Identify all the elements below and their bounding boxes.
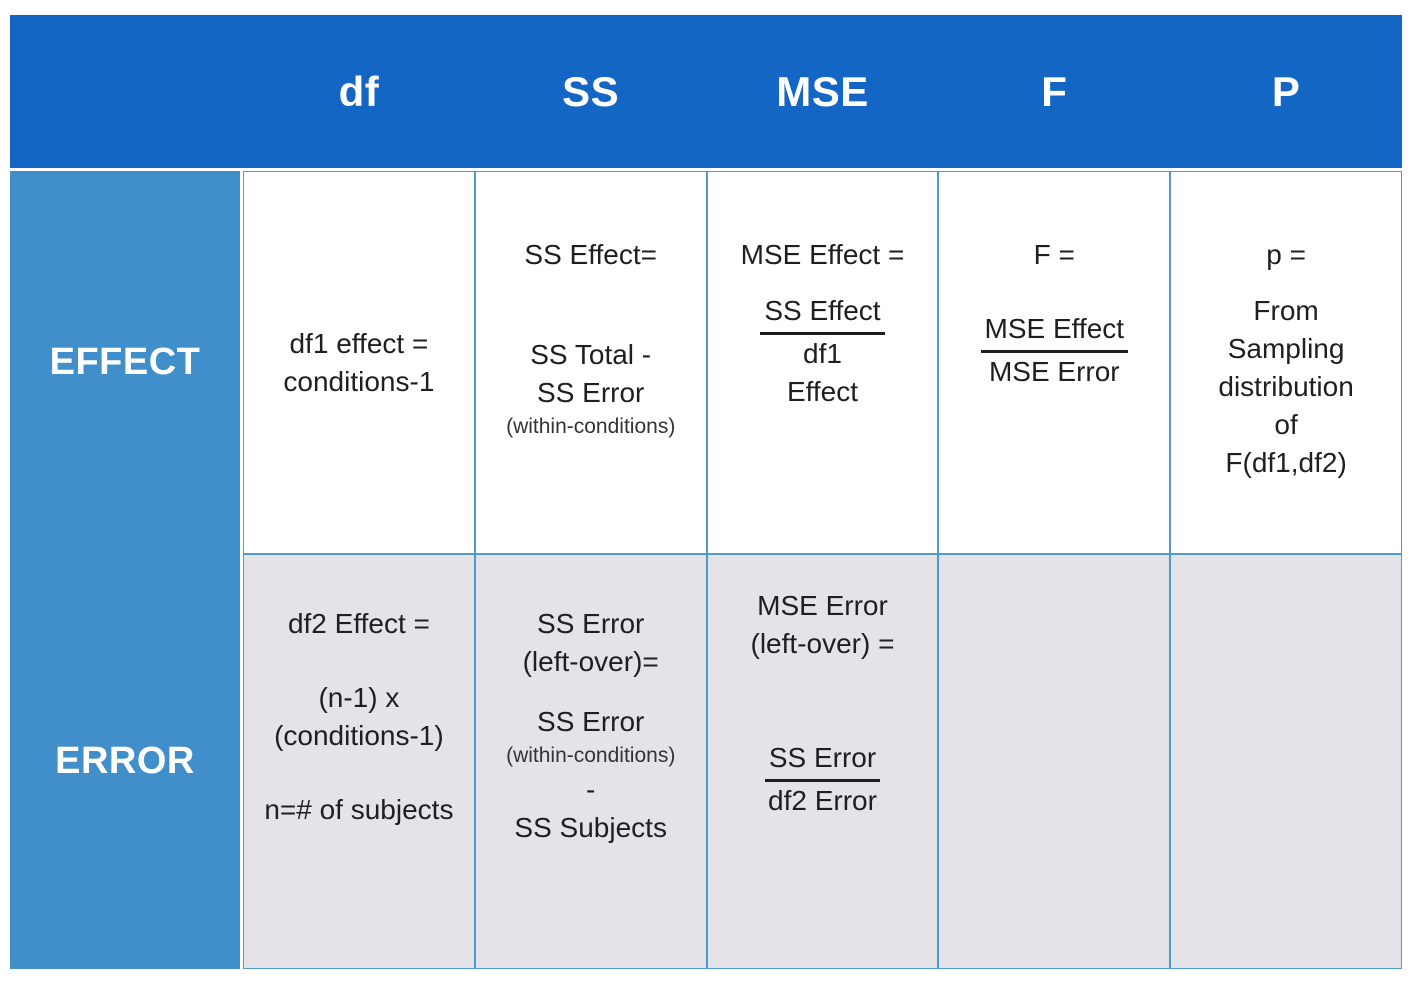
cell-error-f: [938, 554, 1170, 969]
formula-note: (within-conditions): [506, 415, 676, 438]
formula-block: [476, 703, 706, 847]
cell-effect-p: [1170, 171, 1402, 554]
formula-line: MSE Effect =: [740, 239, 905, 270]
fraction-numerator: MSE Effect: [939, 310, 1169, 353]
fraction-denominator: df1: [803, 338, 842, 369]
cell-error-ss: [475, 554, 707, 969]
fraction-denominator: Effect: [786, 376, 859, 407]
table-header: [10, 15, 1402, 168]
formula-line: F =: [1033, 239, 1075, 270]
row-label-column: [10, 171, 240, 969]
formula-line: conditions-1: [283, 365, 435, 397]
header-col-df: df: [338, 67, 380, 115]
cell-effect-ss: [475, 171, 707, 554]
formula-note: (within-conditions): [506, 744, 676, 767]
fraction: [708, 292, 938, 411]
header-col-mse: MSE: [776, 67, 869, 115]
formula-block: [244, 791, 474, 829]
fraction-numerator: SS Error: [708, 739, 938, 782]
formula-line: SS Error: [537, 377, 645, 408]
fraction-numerator: SS Effect: [708, 292, 938, 335]
formula-line: SS Effect=: [524, 239, 657, 270]
cell-error-df: [243, 554, 475, 969]
cell-effect-df: [243, 171, 475, 554]
cell-error-mse: [707, 554, 939, 969]
formula-line: From: [1253, 295, 1319, 326]
formula-line: of: [1274, 409, 1298, 440]
formula-line: SS Error: [537, 608, 645, 639]
formula-line: df1 effect =: [289, 327, 429, 359]
header-col-f: F: [1041, 67, 1068, 115]
formula-block: [1171, 292, 1401, 482]
formula-block: [244, 679, 474, 755]
formula-line: (conditions-1): [274, 720, 444, 751]
formula-line: Sampling: [1227, 333, 1345, 364]
formula-line: n=# of subjects: [264, 794, 454, 825]
fraction: [939, 310, 1169, 391]
cell-effect-mse: [707, 171, 939, 554]
cell-error-p: [1170, 554, 1402, 969]
formula-line: SS Subjects: [514, 812, 667, 843]
formula-line: (left-over) =: [750, 628, 895, 659]
formula-block: [476, 336, 706, 442]
formula-line: SS Error: [537, 706, 645, 737]
fraction-denominator: MSE Error: [988, 356, 1120, 387]
header-col-p: P: [1271, 67, 1301, 115]
formula-line: p =: [1266, 239, 1306, 270]
cell-effect-f: [938, 171, 1170, 554]
fraction-denominator: df2 Error: [768, 785, 877, 816]
formula-line: (n-1) x: [318, 682, 400, 713]
formula-line: (left-over)=: [522, 646, 659, 677]
fraction: [708, 739, 938, 820]
formula-line: MSE Error: [757, 590, 888, 621]
row-label-effect: EFFECT: [49, 341, 201, 383]
formula-line: distribution: [1218, 371, 1354, 402]
table-body: [243, 171, 1402, 969]
header-col-ss: SS: [562, 67, 620, 115]
row-label-error: ERROR: [55, 740, 195, 782]
formula-line: -: [586, 774, 596, 805]
formula-line: SS Total -: [530, 339, 652, 370]
formula-line: df2 Effect =: [287, 608, 430, 639]
formula-line: F(df1,df2): [1225, 447, 1347, 478]
